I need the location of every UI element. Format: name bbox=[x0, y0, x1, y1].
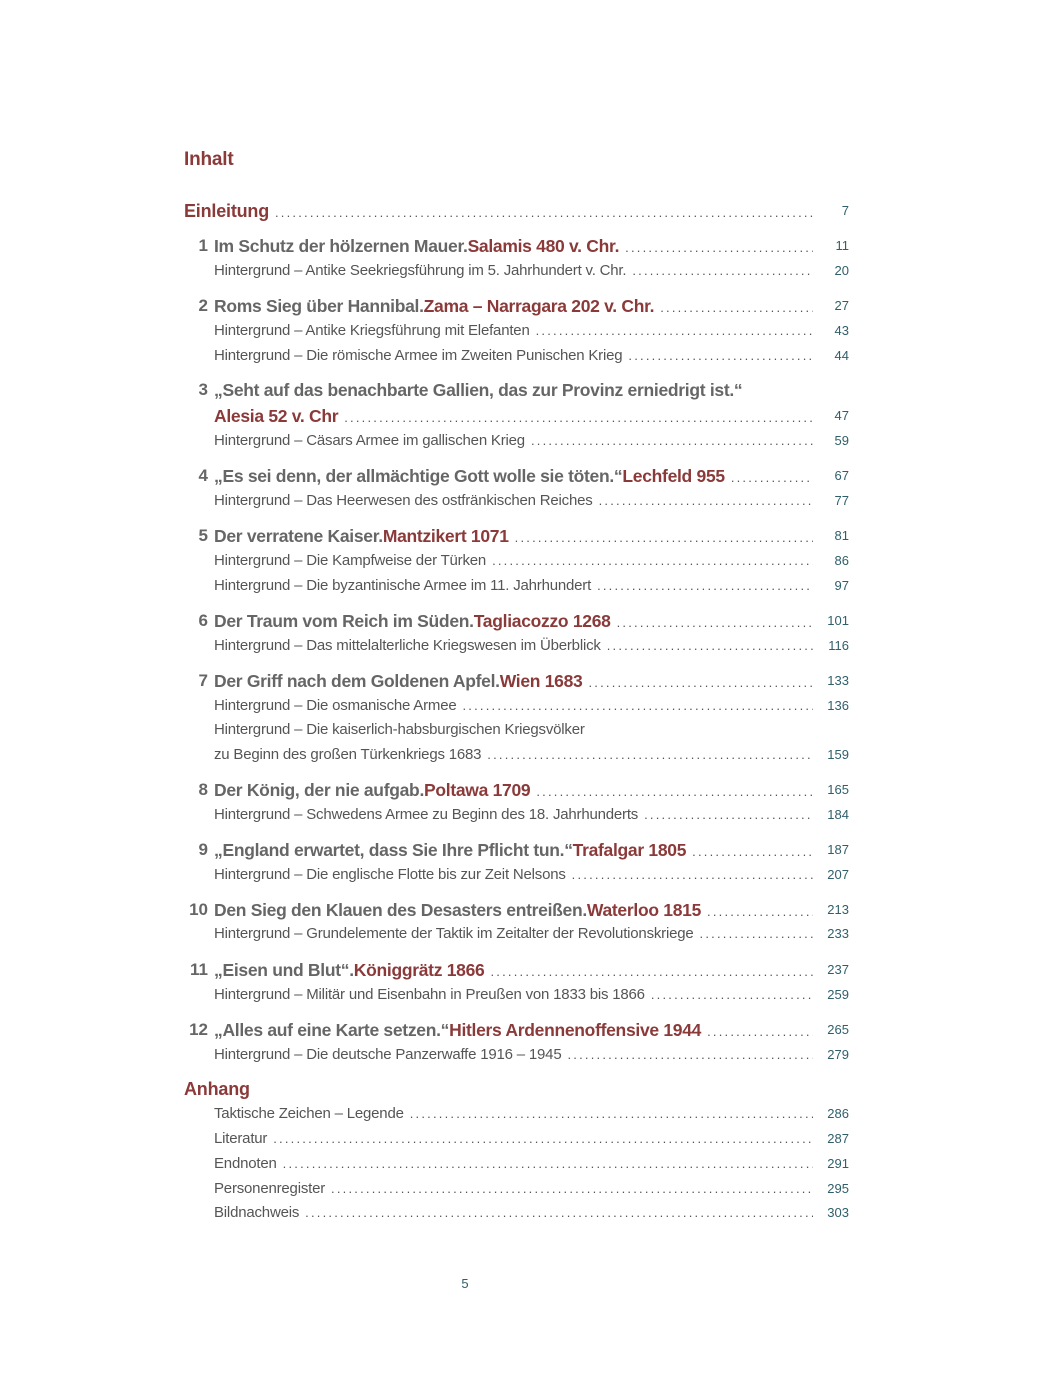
toc-chapter-row bbox=[0, 233, 1050, 259]
page-number-ref: 303 bbox=[827, 1205, 849, 1220]
chapter-number: 10 bbox=[189, 900, 208, 919]
page-number-ref: 237 bbox=[827, 962, 849, 977]
entry-title: Hintergrund – Das mittelalterliche Kriegswesen im Überblick bbox=[214, 637, 601, 654]
entry-title: Hintergrund – Die osmanische Armee bbox=[214, 697, 457, 714]
page-number-ref: 27 bbox=[834, 298, 849, 313]
page-number-ref: 187 bbox=[827, 842, 849, 857]
toc-entry-line bbox=[214, 258, 813, 284]
toc-entry-line bbox=[214, 608, 813, 634]
toc-entry-line bbox=[214, 233, 813, 259]
page-number-ref: 259 bbox=[827, 987, 849, 1002]
toc-subentry-row bbox=[0, 1176, 1050, 1202]
entry-title: Roms Sieg über Hannibal. bbox=[214, 296, 424, 316]
dot-leader bbox=[597, 573, 813, 599]
entry-title: Hintergrund – Grundelemente der Taktik im Zeitalter der Revolutionskriege bbox=[214, 925, 694, 942]
chapter-number: 7 bbox=[198, 671, 208, 690]
toc-entry-line bbox=[214, 862, 813, 888]
page-number-ref: 11 bbox=[835, 238, 849, 253]
dot-leader bbox=[331, 1176, 813, 1202]
chapter-number: 12 bbox=[189, 1020, 208, 1039]
entry-title: Hintergrund – Antike Kriegsführung mit Elefanten bbox=[214, 322, 530, 339]
page-number-ref: 59 bbox=[834, 433, 849, 448]
toc-subentry-row bbox=[0, 1151, 1050, 1177]
toc-entry-line bbox=[214, 1101, 813, 1127]
toc-subentry-row bbox=[0, 1126, 1050, 1152]
page-number-ref: 265 bbox=[827, 1022, 849, 1037]
entry-battle-highlight: Tagliacozzo 1268 bbox=[473, 611, 611, 631]
toc-subentry-row bbox=[0, 488, 1050, 514]
dot-leader bbox=[707, 1019, 813, 1043]
page-number-ref: 44 bbox=[834, 348, 849, 363]
chapter-number: 4 bbox=[198, 466, 208, 485]
toc-chapter-row bbox=[0, 1017, 1050, 1043]
dot-leader bbox=[275, 200, 813, 224]
page-number-ref: 159 bbox=[827, 747, 849, 762]
toc-entry-line bbox=[214, 463, 813, 489]
dot-leader bbox=[515, 525, 813, 549]
dot-leader bbox=[487, 742, 813, 768]
entry-title: Hintergrund – Die englische Flotte bis zur Zeit Nelsons bbox=[214, 866, 566, 883]
entry-title: Endnoten bbox=[214, 1155, 277, 1172]
toc-entry-line bbox=[214, 897, 813, 923]
toc-chapter-row bbox=[0, 668, 1050, 694]
toc-entry-line bbox=[214, 777, 813, 803]
entry-title: Hintergrund – Die kaiserlich-habsburgischen Kriegsvölker bbox=[214, 721, 585, 738]
entry-title: „Eisen und Blut“. bbox=[214, 960, 354, 980]
dot-leader bbox=[492, 548, 813, 574]
toc-entry-line bbox=[214, 1151, 813, 1177]
entry-title: Hintergrund – Die byzantinische Armee im 11. Jahrhundert bbox=[214, 577, 592, 594]
entry-title: Der verratene Kaiser. bbox=[214, 526, 383, 546]
toc-entry-line bbox=[184, 1076, 813, 1102]
chapter-number: 5 bbox=[198, 526, 208, 545]
dot-leader bbox=[707, 899, 813, 923]
page-number: 5 bbox=[461, 1276, 469, 1291]
dot-leader bbox=[731, 465, 813, 489]
dot-leader bbox=[463, 693, 814, 719]
entry-title: Hintergrund – Die Kampfweise der Türken bbox=[214, 552, 487, 569]
toc-subentry-row bbox=[0, 717, 1050, 743]
dot-leader bbox=[651, 982, 813, 1008]
page-number-ref: 233 bbox=[827, 926, 849, 941]
dot-leader bbox=[700, 921, 813, 947]
entry-title: Hintergrund – Antike Seekriegsführung im 5. Jahrhundert v. Chr. bbox=[214, 262, 627, 279]
entry-title: zu Beginn des großen Türkenkriegs 1683 bbox=[214, 746, 482, 763]
toc-entry-line bbox=[214, 1126, 813, 1152]
entry-title: „Seht auf das benachbarte Gallien, das zur Provinz erniedrigt ist.“ bbox=[214, 380, 743, 400]
toc-subentry-row bbox=[0, 802, 1050, 828]
dot-leader bbox=[410, 1101, 813, 1127]
page-number-ref: 20 bbox=[834, 263, 849, 278]
entry-title: Hintergrund – Cäsars Armee im gallischen Krieg bbox=[214, 432, 525, 449]
entry-battle-highlight: Mantzikert 1071 bbox=[382, 526, 509, 546]
page-number-ref: 116 bbox=[828, 638, 849, 653]
toc-entry-line bbox=[214, 403, 813, 429]
entry-battle-highlight: Hitlers Ardennenoffensive 1944 bbox=[449, 1020, 702, 1040]
toc-chapter-row bbox=[0, 377, 1050, 403]
page-number-ref: 81 bbox=[834, 528, 849, 543]
entry-title: Taktische Zeichen – Legende bbox=[214, 1105, 404, 1122]
dot-leader bbox=[617, 610, 813, 634]
toc-subentry-row bbox=[0, 921, 1050, 947]
toc-entry-line bbox=[214, 957, 813, 983]
dot-leader bbox=[607, 633, 813, 659]
toc-chapter-row bbox=[0, 403, 1050, 429]
page-number-ref: 213 bbox=[827, 902, 849, 917]
page-title: Inhalt bbox=[184, 149, 234, 170]
entry-title: Personenregister bbox=[214, 1180, 326, 1197]
dot-leader bbox=[692, 839, 813, 863]
toc-subentry-row bbox=[0, 258, 1050, 284]
entry-title: Der Traum vom Reich im Süden. bbox=[214, 611, 474, 631]
toc-subentry-row bbox=[0, 1200, 1050, 1226]
dot-leader bbox=[599, 488, 813, 514]
toc-entry-line bbox=[214, 668, 813, 694]
toc-subentry-row bbox=[0, 862, 1050, 888]
page-number-ref: 133 bbox=[827, 673, 849, 688]
toc-subentry-row bbox=[0, 693, 1050, 719]
toc-entry-line bbox=[214, 428, 813, 454]
chapter-number: 11 bbox=[190, 960, 208, 979]
entry-battle-highlight: Zama – Narragara 202 v. Chr. bbox=[423, 296, 655, 316]
toc-chapter-row bbox=[0, 837, 1050, 863]
toc-chapter-row bbox=[0, 957, 1050, 983]
entry-title: „England erwartet, dass Sie Ihre Pflicht tun.“ bbox=[214, 840, 573, 860]
toc-subentry-row bbox=[0, 742, 1050, 768]
chapter-number: 6 bbox=[198, 611, 208, 630]
entry-battle-highlight: Poltawa 1709 bbox=[424, 780, 531, 800]
toc-subentry-row bbox=[0, 428, 1050, 454]
entry-title: Literatur bbox=[214, 1130, 268, 1147]
entry-battle-highlight: Lechfeld 955 bbox=[622, 466, 725, 486]
toc-entry-line bbox=[214, 343, 813, 369]
toc-entry-line bbox=[214, 1200, 813, 1226]
entry-title: Im Schutz der hölzernen Mauer. bbox=[214, 236, 468, 256]
chapter-number: 9 bbox=[198, 840, 208, 859]
toc-section-heading bbox=[0, 1076, 1050, 1102]
toc-entry-line bbox=[214, 1042, 813, 1068]
toc-entry-line bbox=[214, 573, 813, 599]
entry-title: Hintergrund – Die römische Armee im Zweiten Punischen Krieg bbox=[214, 347, 623, 364]
chapter-number: 1 bbox=[198, 236, 208, 255]
toc-entry-line bbox=[214, 548, 813, 574]
dot-leader bbox=[305, 1200, 813, 1226]
entry-title: Hintergrund – Militär und Eisenbahn in Preußen von 1833 bis 1866 bbox=[214, 986, 645, 1003]
entry-battle-highlight: Trafalgar 1805 bbox=[572, 840, 687, 860]
dot-leader bbox=[625, 235, 813, 259]
dot-leader bbox=[567, 1042, 813, 1068]
toc-chapter-row bbox=[0, 608, 1050, 634]
dot-leader bbox=[632, 258, 813, 284]
dot-leader bbox=[660, 295, 813, 319]
toc-entry-line bbox=[214, 921, 813, 947]
page-number-ref: 86 bbox=[834, 553, 849, 568]
toc-entry-line bbox=[214, 717, 813, 743]
toc-entry-line bbox=[214, 693, 813, 719]
entry-title: Der Griff nach dem Goldenen Apfel. bbox=[214, 671, 500, 691]
toc-chapter-row bbox=[0, 463, 1050, 489]
toc-entry-line bbox=[214, 293, 813, 319]
toc-entry-line bbox=[214, 982, 813, 1008]
entry-title: Hintergrund – Das Heerwesen des ostfränkischen Reiches bbox=[214, 492, 593, 509]
toc-subentry-row bbox=[0, 633, 1050, 659]
dot-leader bbox=[344, 405, 813, 429]
toc-entry-line bbox=[184, 198, 813, 224]
toc-subentry-row bbox=[0, 1101, 1050, 1127]
page-number-ref: 287 bbox=[827, 1131, 849, 1146]
chapter-number: 3 bbox=[198, 380, 208, 399]
entry-title: Einleitung bbox=[184, 201, 269, 221]
toc-subentry-row bbox=[0, 573, 1050, 599]
toc-entry-line bbox=[214, 377, 813, 403]
toc-entry-line bbox=[214, 837, 813, 863]
entry-title: Den Sieg den Klauen des Desasters entreißen. bbox=[214, 900, 587, 920]
entry-battle-highlight: Königgrätz 1866 bbox=[353, 960, 485, 980]
page-number-ref: 47 bbox=[834, 408, 849, 423]
dot-leader bbox=[273, 1126, 813, 1152]
chapter-number: 8 bbox=[198, 780, 208, 799]
page-number-ref: 43 bbox=[834, 323, 849, 338]
page-number-ref: 286 bbox=[827, 1106, 849, 1121]
toc-entry-line bbox=[214, 523, 813, 549]
dot-leader bbox=[283, 1151, 813, 1177]
toc-subentry-row bbox=[0, 548, 1050, 574]
toc-entry-line bbox=[214, 488, 813, 514]
toc-entry-line bbox=[214, 1017, 813, 1043]
toc-subentry-row bbox=[0, 1042, 1050, 1068]
dot-leader bbox=[644, 802, 813, 828]
entry-title: „Es sei denn, der allmächtige Gott wolle sie töten.“ bbox=[214, 466, 623, 486]
toc-chapter-row bbox=[0, 777, 1050, 803]
page-number-ref: 207 bbox=[827, 867, 849, 882]
entry-title: Bildnachweis bbox=[214, 1204, 300, 1221]
toc-entry-line bbox=[214, 633, 813, 659]
dot-leader bbox=[572, 862, 813, 888]
toc-chapter-row bbox=[0, 523, 1050, 549]
entry-battle-highlight: Alesia 52 v. Chr bbox=[214, 406, 339, 426]
toc-section-heading bbox=[0, 198, 1050, 224]
page-number-ref: 7 bbox=[841, 203, 849, 218]
entry-title: „Alles auf eine Karte setzen.“ bbox=[214, 1020, 450, 1040]
toc-entry-line bbox=[214, 742, 813, 768]
dot-leader bbox=[588, 670, 813, 694]
dot-leader bbox=[536, 779, 813, 803]
page-number-ref: 184 bbox=[827, 807, 849, 822]
entry-title: Anhang bbox=[184, 1079, 250, 1099]
page-number-ref: 67 bbox=[834, 468, 849, 483]
chapter-number: 2 bbox=[198, 296, 208, 315]
toc-subentry-row bbox=[0, 982, 1050, 1008]
dot-leader bbox=[531, 428, 813, 454]
page-number-ref: 291 bbox=[827, 1156, 849, 1171]
page-number-ref: 101 bbox=[827, 613, 849, 628]
toc-subentry-row bbox=[0, 343, 1050, 369]
dot-leader bbox=[628, 343, 813, 369]
entry-battle-highlight: Wien 1683 bbox=[499, 671, 583, 691]
page-number-ref: 136 bbox=[827, 698, 849, 713]
page-number-ref: 165 bbox=[827, 782, 849, 797]
entry-title: Hintergrund – Die deutsche Panzerwaffe 1916 – 1945 bbox=[214, 1046, 562, 1063]
toc-chapter-row bbox=[0, 293, 1050, 319]
entry-battle-highlight: Waterloo 1815 bbox=[586, 900, 702, 920]
dot-leader bbox=[490, 959, 813, 983]
toc-entry-line bbox=[214, 318, 813, 344]
toc-entry-line bbox=[214, 802, 813, 828]
page-number-ref: 295 bbox=[827, 1181, 849, 1196]
dot-leader bbox=[536, 318, 813, 344]
entry-title: Hintergrund – Schwedens Armee zu Beginn des 18. Jahrhunderts bbox=[214, 806, 639, 823]
page-number-ref: 97 bbox=[834, 578, 849, 593]
toc-entry-line bbox=[214, 1176, 813, 1202]
entry-battle-highlight: Salamis 480 v. Chr. bbox=[467, 236, 620, 256]
page-number-ref: 77 bbox=[834, 493, 849, 508]
page-number-ref: 279 bbox=[827, 1047, 849, 1062]
entry-title: Der König, der nie aufgab. bbox=[214, 780, 425, 800]
toc-chapter-row bbox=[0, 897, 1050, 923]
toc-subentry-row bbox=[0, 318, 1050, 344]
